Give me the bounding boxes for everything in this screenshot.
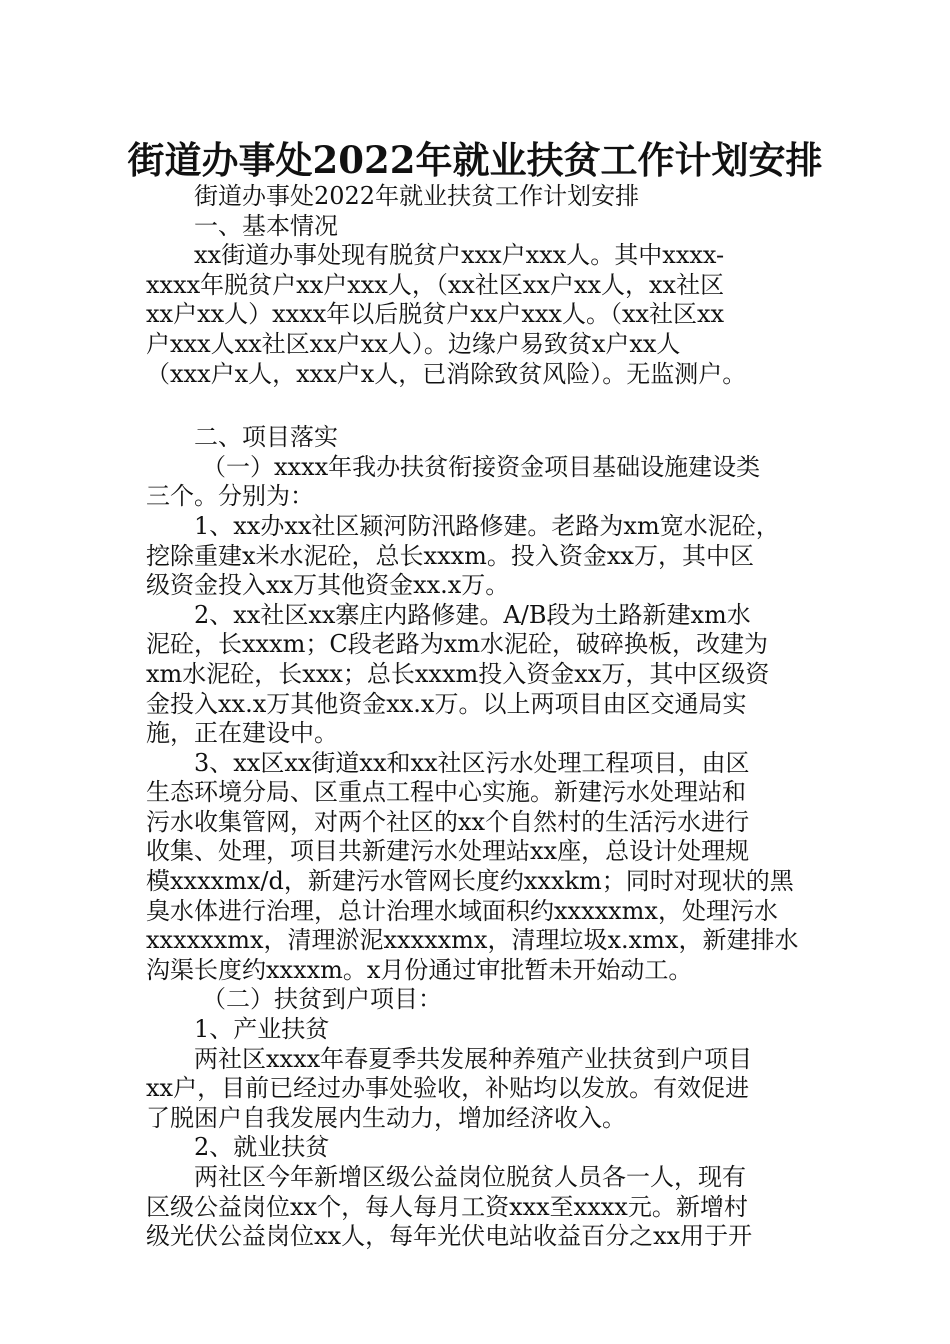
text-line: 区级公益岗位xx个，每人每月工资xxx至xxxx元。新增村: [146, 1192, 748, 1221]
text-line: 级光伏公益岗位xx人，每年光伏电站收益百分之xx用于开: [146, 1222, 753, 1251]
text-line: 户xxx人xx社区xx户xx人）。边缘户易致贫x户xx人: [146, 329, 681, 358]
text-line: 两社区今年新增区级公益岗位脱贫人员各一人，现有: [194, 1163, 746, 1191]
text-line: 泥砼，长xxxm；C段老路为xm水泥砼，破碎换板，改建为: [146, 630, 769, 659]
text-line: xx户xx人）xxxx年以后脱贫户xx户xxx人。（xx社区xx: [146, 300, 725, 329]
text-line: 施，正在建设中。: [146, 719, 338, 748]
text-line: 三个。分别为：: [146, 482, 314, 511]
text-line: 金投入xx.x万其他资金xx.x万。以上两项目由区交通局实: [146, 689, 747, 718]
text-line: 二、项目落实: [194, 423, 338, 452]
text-line: 3、xx区xx街道xx和xx社区污水处理工程项目，由区: [194, 748, 750, 777]
text-line: 1、产业扶贫: [194, 1015, 330, 1044]
text-line: 了脱困户自我发展内生动力，增加经济收入。: [146, 1103, 626, 1132]
text-line: 收集、处理，项目共新建污水处理站xx座，总设计处理规: [146, 837, 750, 866]
text-line: 两社区xxxx年春夏季共发展种养殖产业扶贫到户项目: [194, 1044, 753, 1073]
text-line: xx户，目前已经过办事处验收，补贴均以发放。有效促进: [146, 1074, 750, 1103]
text-line: xxxx年脱贫户xx户xxx人，（xx社区xx户xx人，xx社区: [146, 270, 725, 299]
text-line: （一）xxxx年我办扶贫衔接资金项目基础设施建设类: [202, 452, 761, 481]
text-line: 2、xx社区xx寨庄内路修建。A/B段为土路新建xm水: [194, 600, 751, 629]
text-line: 一、基本情况: [194, 211, 338, 240]
text-line: 挖除重建x米水泥砼，总长xxxm。投入资金xx万，其中区: [146, 541, 754, 570]
text-line: 2、就业扶贫: [194, 1133, 330, 1162]
document-title: 街道办事处2022年就业扶贫工作计划安排: [127, 138, 823, 182]
text-line: 1、xx办xx社区颍河防汛路修建。老路为xm宽水泥砼，: [194, 511, 780, 540]
text-line: 沟渠长度约xxxxm。x月份通过审批暂未开始动工。: [146, 955, 693, 984]
text-line: xxxxxxmx，清理淤泥xxxxxmx，清理垃圾x.xmx，新建排水: [146, 926, 799, 955]
text-line: 生态环境分局、区重点工程中心实施。新建污水处理站和: [146, 778, 746, 807]
text-line: 污水收集管网，对两个社区的xx个自然村的生活污水进行: [146, 807, 750, 836]
text-line: xm水泥砼，长xxx；总长xxxm投入资金xx万，其中区级资: [146, 659, 770, 688]
document-body: [146, 182, 806, 1252]
text-line: 模xxxxmx/d，新建污水管网长度约xxxkm；同时对现状的黑: [146, 867, 794, 896]
text-line: （二）扶贫到户项目：: [202, 985, 442, 1014]
text-line: （xxx户x人，xxx户x人，已消除致贫风险）。无监测户。: [146, 359, 747, 388]
text-line: xx街道办事处现有脱贫户xxx户xxx人。其中xxxx-: [194, 241, 725, 270]
text-line: 街道办事处2022年就业扶贫工作计划安排: [194, 182, 640, 210]
text-line: 级资金投入xx万其他资金xx.x万。: [146, 571, 510, 600]
text-line: 臭水体进行治理，总计治理水域面积约xxxxxmx，处理污水: [146, 896, 778, 925]
blank-line: [146, 389, 806, 423]
